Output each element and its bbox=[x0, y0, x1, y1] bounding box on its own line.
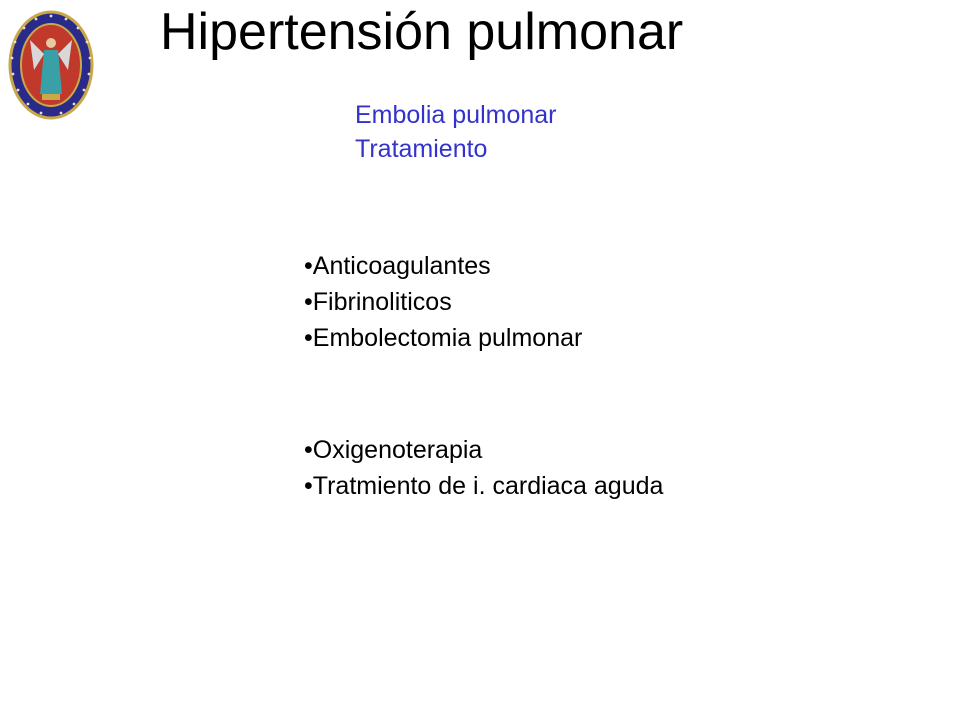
subtitle-line: Embolia pulmonar bbox=[355, 101, 557, 129]
bullet-list-supportive bbox=[304, 432, 663, 504]
bullet-item: • Fibrinoliticos bbox=[304, 284, 582, 320]
slide-title: Hipertensión pulmonar bbox=[160, 3, 684, 61]
slide-subtitle bbox=[355, 98, 557, 166]
subtitle-line: Tratamiento bbox=[355, 135, 488, 163]
bullet-item: • Anticoagulantes bbox=[304, 248, 582, 284]
bullet-item: • Oxigenoterapia bbox=[304, 432, 663, 468]
bullet-item: • Embolectomia pulmonar bbox=[304, 320, 582, 356]
university-seal-icon bbox=[8, 10, 94, 120]
bullet-list-treatments bbox=[304, 248, 582, 356]
bullet-item: • Tratmiento de i. cardiaca aguda bbox=[304, 468, 663, 504]
